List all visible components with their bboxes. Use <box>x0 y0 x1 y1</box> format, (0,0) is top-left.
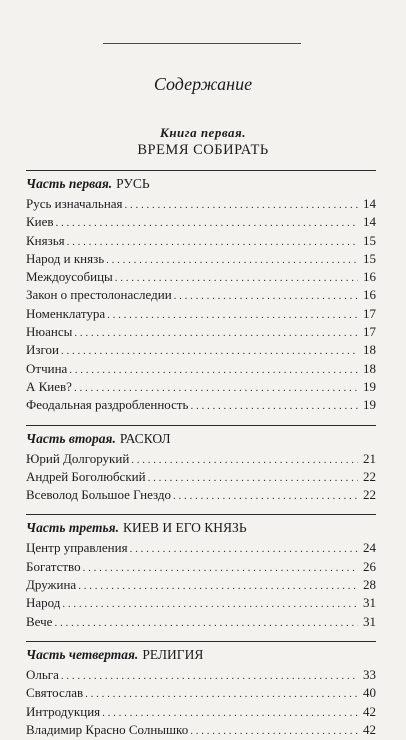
toc-entry-title: Святослав <box>26 685 84 701</box>
dot-leader <box>56 214 358 232</box>
table-of-contents <box>26 160 376 739</box>
part-title: РАСКОЛ <box>119 430 171 446</box>
dot-leader <box>102 704 358 722</box>
section-divider <box>26 641 376 642</box>
part-header <box>26 646 376 664</box>
dot-leader <box>69 361 358 379</box>
toc-entry <box>26 232 376 250</box>
toc-entry <box>26 213 376 231</box>
book-title: ВРЕМЯ СОБИРАТЬ <box>137 142 269 158</box>
toc-entry-title: Центр управления <box>26 540 128 556</box>
toc-entry-title: Номенклатура <box>26 305 106 321</box>
toc-entry-title: Всеволод Большое Гнездо <box>26 487 172 503</box>
part-title: РЕЛИГИЯ <box>142 646 204 662</box>
toc-entry <box>26 468 376 486</box>
toc-entry-page: 33 <box>363 666 376 682</box>
toc-entry <box>26 195 376 213</box>
toc-entry <box>26 613 376 631</box>
toc-entry-title: Владимир Красно Солнышко <box>26 721 189 737</box>
toc-entry <box>26 268 376 286</box>
dot-leader <box>148 469 358 487</box>
dot-leader <box>191 397 359 415</box>
toc-entry-page: 22 <box>363 468 376 484</box>
toc-entry-page: 16 <box>363 269 376 285</box>
toc-entry <box>26 576 376 594</box>
toc-entry-title: Князья <box>26 232 65 248</box>
dot-leader <box>174 287 358 305</box>
toc-entry <box>26 594 376 612</box>
dot-leader <box>190 722 358 740</box>
toc-entry <box>26 250 376 268</box>
dot-leader <box>125 196 358 214</box>
toc-list <box>26 195 376 415</box>
part-title: КИЕВ И ЕГО КНЯЗЬ <box>122 520 247 536</box>
toc-entry-page: 26 <box>363 558 376 574</box>
part-header <box>26 430 376 448</box>
toc-entry-page: 31 <box>363 595 376 611</box>
toc-entry-title: Отчина <box>26 360 68 376</box>
toc-entry <box>26 539 376 557</box>
toc-part <box>26 631 376 739</box>
toc-entry-page: 19 <box>363 378 376 394</box>
toc-entry <box>26 666 376 684</box>
toc-entry-page: 21 <box>363 450 376 466</box>
toc-list <box>26 539 376 630</box>
toc-entry-page: 22 <box>363 487 376 503</box>
dot-leader <box>61 342 358 360</box>
part-label: Часть четвертая. <box>26 646 139 662</box>
toc-entry-title: Богатство <box>26 558 81 574</box>
toc-entry-title: Юрий Долгорукий <box>26 450 130 466</box>
toc-entry-title: Интродукция <box>26 703 101 719</box>
toc-entry <box>26 558 376 576</box>
dot-leader <box>67 233 358 251</box>
toc-entry-page: 16 <box>363 287 376 303</box>
toc-list <box>26 666 376 739</box>
toc-entry <box>26 305 376 323</box>
toc-entry-page: 17 <box>363 305 376 321</box>
toc-part <box>26 160 376 415</box>
toc-entry-title: Изгои <box>26 342 59 358</box>
dot-leader <box>106 251 358 269</box>
toc-entry-page: 15 <box>363 232 376 248</box>
toc-entry-title: Народ <box>26 595 61 611</box>
dot-leader <box>115 269 358 287</box>
part-header <box>26 519 376 537</box>
toc-entry-page: 18 <box>363 342 376 358</box>
dot-leader <box>131 451 358 469</box>
dot-leader <box>54 614 358 632</box>
toc-entry-title: А Киев? <box>26 378 72 394</box>
toc-entry-title: Дружина <box>26 577 77 593</box>
section-divider <box>26 170 376 171</box>
dot-leader <box>83 559 358 577</box>
toc-entry-page: 40 <box>363 685 376 701</box>
page-title: Содержание <box>153 74 253 94</box>
toc-entry <box>26 323 376 341</box>
toc-entry <box>26 703 376 721</box>
toc-entry <box>26 486 376 504</box>
toc-part <box>26 415 376 505</box>
top-rule <box>103 43 301 44</box>
dot-leader <box>74 324 358 342</box>
toc-entry-title: Феодальная раздробленность <box>26 397 189 413</box>
toc-entry-page: 15 <box>363 250 376 266</box>
dot-leader <box>78 577 358 595</box>
toc-entry <box>26 721 376 739</box>
part-label: Часть вторая. <box>26 430 116 446</box>
toc-entry-title: Междоусобицы <box>26 269 113 285</box>
toc-entry-title: Нюансы <box>26 324 73 340</box>
toc-entry <box>26 396 376 414</box>
toc-entry-title: Киев <box>26 214 54 230</box>
toc-entry-title: Вече <box>26 613 53 629</box>
dot-leader <box>173 487 358 505</box>
toc-entry-title: Русь изначальная <box>26 196 123 211</box>
toc-entry-page: 31 <box>363 613 376 629</box>
part-header <box>26 175 376 193</box>
dot-leader <box>107 306 358 324</box>
toc-entry <box>26 341 376 359</box>
toc-entry <box>26 360 376 378</box>
toc-entry-title: Ольга <box>26 666 59 682</box>
toc-entry-title: Андрей Боголюбский <box>26 468 146 484</box>
toc-entry-page: 17 <box>363 324 376 340</box>
toc-entry-page: 14 <box>363 214 376 230</box>
part-label: Часть первая. <box>26 176 113 191</box>
toc-entry <box>26 286 376 304</box>
toc-entry-page: 19 <box>363 397 376 413</box>
dot-leader <box>85 685 358 703</box>
toc-list <box>26 450 376 505</box>
toc-entry-title: Закон о престолонаследии <box>26 287 172 303</box>
toc-entry-page: 42 <box>363 721 376 737</box>
toc-entry <box>26 450 376 468</box>
toc-entry-page: 24 <box>363 540 376 556</box>
toc-entry-title: Народ и князь <box>26 250 105 266</box>
dot-leader <box>130 540 358 558</box>
dot-leader <box>61 667 358 685</box>
toc-part <box>26 504 376 630</box>
book-label: Книга первая. <box>160 125 246 140</box>
dot-leader <box>62 595 358 613</box>
toc-entry <box>26 378 376 396</box>
dot-leader <box>74 379 358 397</box>
toc-entry-page: 14 <box>363 196 376 211</box>
part-title: РУСЬ <box>116 176 150 191</box>
section-divider <box>26 514 376 515</box>
part-label: Часть третья. <box>26 520 119 536</box>
toc-entry-page: 28 <box>363 577 376 593</box>
toc-entry-page: 42 <box>363 703 376 719</box>
toc-entry-page: 18 <box>363 360 376 376</box>
section-divider <box>26 425 376 426</box>
